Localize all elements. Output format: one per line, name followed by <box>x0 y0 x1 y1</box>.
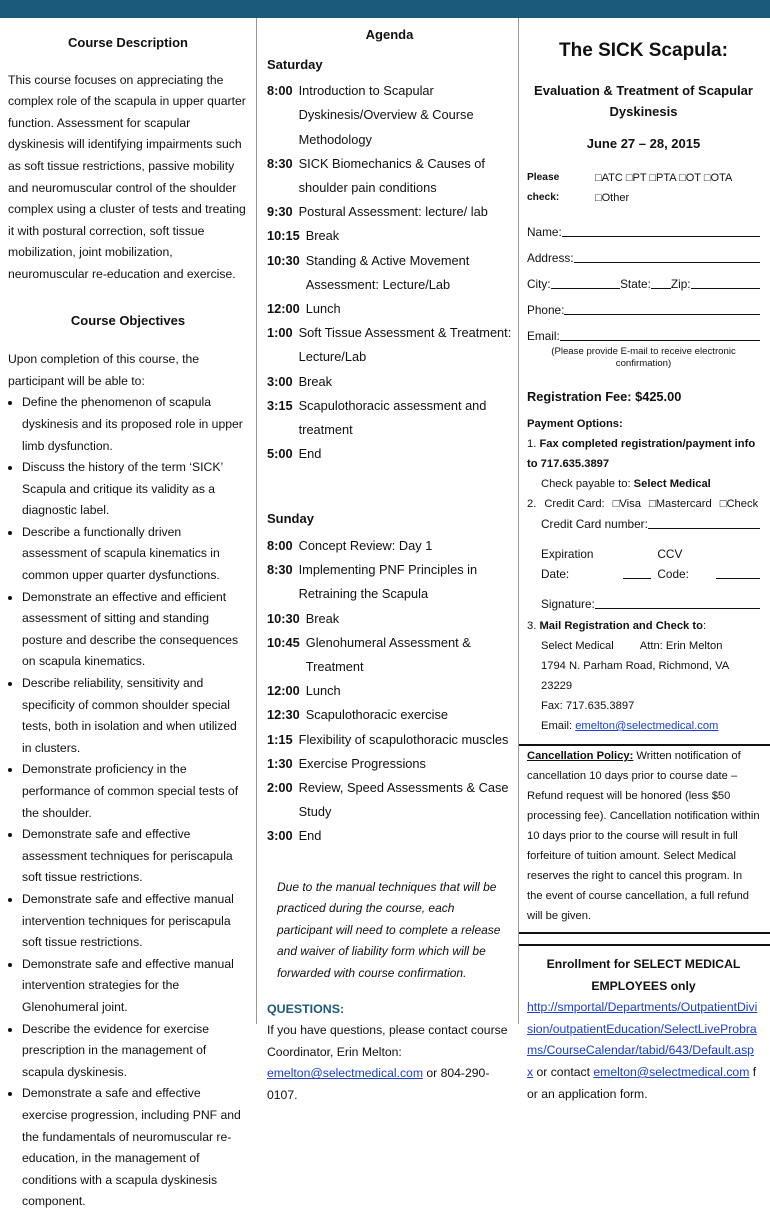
agenda-item <box>267 703 512 727</box>
objective-item: • Demonstrate an effective and efficient assessment of sitting and standing posture and describe the consequences on scapula kinematics. <box>22 587 248 673</box>
agenda-time: 1:00 <box>267 325 293 341</box>
city-state-zip-field[interactable]: City: State: Zip: <box>527 274 760 294</box>
saturday-heading: Saturday <box>267 56 323 72</box>
agenda-time: 8:00 <box>267 538 293 554</box>
objective-item: • Describe reliability, sensitivity and specificity of common shoulder special tests, both in isolation and when utilized in clusters. <box>22 673 248 759</box>
agenda-time: 10:45 <box>267 634 300 650</box>
agenda-topic: Soft Tissue Assessment & Treatment: Lecture/Lab <box>298 325 512 365</box>
registration-fee: Registration Fee: $425.00 <box>527 389 682 405</box>
payment-options-heading: Payment Options: <box>527 417 623 430</box>
agenda-time: 1:15 <box>267 731 293 747</box>
email-hint: (Please provide E-mail to receive electronic confirmation) <box>551 346 736 370</box>
agenda-time: 10:30 <box>267 252 300 268</box>
payment-option-fax: 1. Fax completed registration/payment info to 717.635.3897 Check payable to: Select Medical <box>527 437 756 490</box>
sunday-schedule <box>267 534 512 849</box>
questions-heading: QUESTIONS: <box>267 1001 345 1016</box>
course-objectives-heading: Course Objectives <box>70 312 186 328</box>
registration-column <box>518 18 770 1101</box>
agenda-time: 10:15 <box>267 228 300 244</box>
agenda-time: 12:00 <box>267 683 300 699</box>
sunday-heading: Sunday <box>267 511 314 527</box>
course-title: The SICK Scapula: <box>559 40 728 61</box>
agenda-time: 8:30 <box>267 155 293 171</box>
agenda-item <box>267 631 512 679</box>
credential-options[interactable]: □ATC □PT □PTA □OT □OTA □Other <box>594 172 732 205</box>
waiver-note: Due to the manual techniques that will be practiced during the course, each participant will need to complete a release and waiver of liability form which will be forwarded with course confirmation. <box>277 879 501 981</box>
agenda-item <box>267 728 512 752</box>
top-color-bar <box>0 0 770 18</box>
agenda-topic: Lunch <box>305 683 341 699</box>
name-field[interactable]: Name: <box>527 222 760 242</box>
agenda-item <box>267 200 512 224</box>
agenda-column <box>256 18 518 1103</box>
payment-option-mail: 3. Mail Registration and Check to: Select Medical Attn: Erin Melton 1794 N. Parham Road, Richmond, VA 23229 Fax: 717.635.3897 Email: emelton@selectmedical.com <box>527 619 729 732</box>
cc-number-field[interactable]: Credit Card number: <box>527 514 760 534</box>
objective-item: • Demonstrate safe and effective assessment techniques for periscapula soft tissue restrictions. <box>22 824 248 889</box>
agenda-item <box>267 534 512 558</box>
agenda-time: 3:00 <box>267 373 293 389</box>
objective-item: • Demonstrate safe and effective manual intervention techniques for periscapula soft tissue restrictions. <box>22 889 248 954</box>
agenda-item <box>267 249 512 297</box>
agenda-time: 1:30 <box>267 755 293 771</box>
agenda-topic: Standing & Active Movement Assessment: Lecture/Lab <box>305 252 470 292</box>
agenda-item <box>267 442 512 466</box>
objective-item: • Describe the evidence for exercise prescription in the management of scapula dyskinesis. <box>22 1019 248 1084</box>
agenda-item <box>267 752 512 776</box>
agenda-topic: Flexibility of scapulothoracic muscles <box>298 731 509 747</box>
objective-item: • Demonstrate a safe and effective exercise progression, including PNF and the fundamentals of neuromuscular re-education, in the management of conditions with a scapula dyskinesis component. <box>22 1083 248 1213</box>
coordinator-phone: or 804-290-0107. <box>267 1066 490 1103</box>
agenda-item <box>267 824 512 848</box>
agenda-topic: Introduction to Scapular Dyskinesis/Overview & Course Methodology <box>298 83 474 147</box>
agenda-topic: Review, Speed Assessments & Case Study <box>298 780 509 820</box>
agenda-item <box>267 321 512 369</box>
agenda-topic: Exercise Progressions <box>298 755 426 771</box>
course-dates: June 27 – 28, 2015 <box>586 135 701 151</box>
agenda-topic: Scapulothoracic exercise <box>305 707 448 723</box>
signature-field[interactable]: Signature: <box>527 594 760 614</box>
expiration-ccv-field[interactable]: Expiration Date: CCV Code: <box>527 544 760 584</box>
visa-checkbox[interactable]: □Visa <box>612 497 641 510</box>
agenda-topic: Break <box>305 610 340 626</box>
agenda-item <box>267 679 512 703</box>
agenda-item <box>267 297 512 321</box>
agenda-time: 9:30 <box>267 204 293 220</box>
agenda-topic: End <box>298 828 322 844</box>
objectives-list <box>8 392 248 1213</box>
objectives-intro: Upon completion of this course, the participant will be able to: <box>8 352 200 388</box>
agenda-item <box>267 224 512 248</box>
agenda-time: 3:00 <box>267 828 293 844</box>
credential-check-row <box>527 168 760 208</box>
agenda-topic: Break <box>298 373 333 389</box>
mail-email-link[interactable]: emelton@selectmedical.com <box>575 719 719 732</box>
agenda-item <box>267 370 512 394</box>
agenda-item <box>267 394 512 442</box>
agenda-time: 12:30 <box>267 707 300 723</box>
course-description-heading: Course Description <box>68 35 188 50</box>
agenda-topic: Postural Assessment: lecture/ lab <box>298 204 488 220</box>
agenda-item <box>267 558 512 606</box>
mastercard-checkbox[interactable]: □Mastercard <box>648 497 712 510</box>
agenda-item <box>267 152 512 200</box>
objective-item: • Describe a functionally driven assessment of scapula kinematics in common upper quarter dysfunctions. <box>22 522 248 587</box>
agenda-time: 8:00 <box>267 83 293 99</box>
objective-item: • Demonstrate safe and effective manual intervention strategies for the Glenohumeral joint. <box>22 954 248 1019</box>
enrollment-url-link[interactable]: http://smportal/Departments/OutpatientDivision/outpatientEducation/SelectLiveProbrams/CourseCalendar/tabid/643/Default.aspx <box>527 1000 758 1079</box>
agenda-topic: SICK Biomechanics & Causes of shoulder pain conditions <box>298 155 485 195</box>
agenda-time: 3:15 <box>267 397 293 413</box>
agenda-time: 12:00 <box>267 301 300 317</box>
phone-field[interactable]: Phone: <box>527 300 760 320</box>
email-field[interactable]: Email: <box>527 326 760 346</box>
agenda-topic: Lunch <box>305 301 341 317</box>
agenda-item <box>267 776 512 824</box>
agenda-topic: End <box>298 446 322 462</box>
objective-item: • Demonstrate proficiency in the performance of common special tests of the shoulder. <box>22 759 248 824</box>
agenda-time: 8:30 <box>267 562 293 578</box>
enrollment-email-link[interactable]: emelton@selectmedical.com <box>593 1064 750 1079</box>
agenda-heading: Agenda <box>365 27 414 42</box>
cancellation-policy: Cancellation Policy: Written notification of cancellation 10 days prior to course date – Refund request will be honored (less $50 processing fee). Cancellation notification within 10 days prior to the course will result in full forfeiture of tuition amount. Select Medical reserves the right to cancel this program. In the event of course cancellation, a full refund will be given. <box>519 744 770 934</box>
agenda-topic: Glenohumeral Assessment & Treatment <box>305 634 471 675</box>
agenda-topic: Concept Review: Day 1 <box>298 538 433 554</box>
saturday-schedule <box>267 79 512 466</box>
course-info-column <box>0 18 256 1209</box>
coordinator-email-link[interactable]: emelton@selectmedical.com <box>267 1066 423 1081</box>
agenda-time: 10:30 <box>267 610 300 626</box>
please-check-label: Please check: <box>527 172 560 204</box>
agenda-time: 2:00 <box>267 780 293 796</box>
agenda-topic: Scapulothoracic assessment and treatment <box>298 397 487 438</box>
agenda-item <box>267 607 512 631</box>
objective-item: • Discuss the history of the term ‘SICK’ Scapula and critique its validity as a diagnostic label. <box>22 457 248 522</box>
payment-option-card: 2. Credit Card: □Visa □Mastercard □Check <box>527 494 760 514</box>
agenda-topic: Break <box>305 228 340 244</box>
check-checkbox[interactable]: □Check <box>719 497 759 510</box>
employee-enrollment: Enrollment for SELECT MEDICAL EMPLOYEES only http://smportal/Departments/OutpatientDivision/outpatientEducation/SelectLiveProbrams/CourseCalendar/tabid/643/Default.aspx or contact emelton@selectmedical.com for an application form. <box>519 944 770 1105</box>
agenda-time: 5:00 <box>267 446 293 462</box>
course-description-text: This course focuses on appreciating the complex role of the scapula in upper quarter function. Assessment for scapular dyskinesis will identifying impairments such as soft tissue restrictions, passive mobility and neuromuscular control of the shoulder complex using a cluster of tests and treating it with postural correction, soft tissue mobilization, joint mobilization, neuromuscular re-education and exercise. <box>8 72 246 281</box>
objective-item: • Define the phenomenon of scapula dyskinesis and its proposed role in upper limb dysfunction. <box>22 392 248 457</box>
course-subtitle: Evaluation & Treatment of Scapular Dyskinesis <box>534 82 753 120</box>
address-field[interactable]: Address: <box>527 248 760 268</box>
agenda-item <box>267 79 512 152</box>
agenda-topic: Implementing PNF Principles in Retraining the Scapula <box>298 562 478 602</box>
questions-text: If you have questions, please contact course Coordinator, Erin Melton: emelton@selectmedical.com or 804-290-0107. <box>267 1023 508 1103</box>
